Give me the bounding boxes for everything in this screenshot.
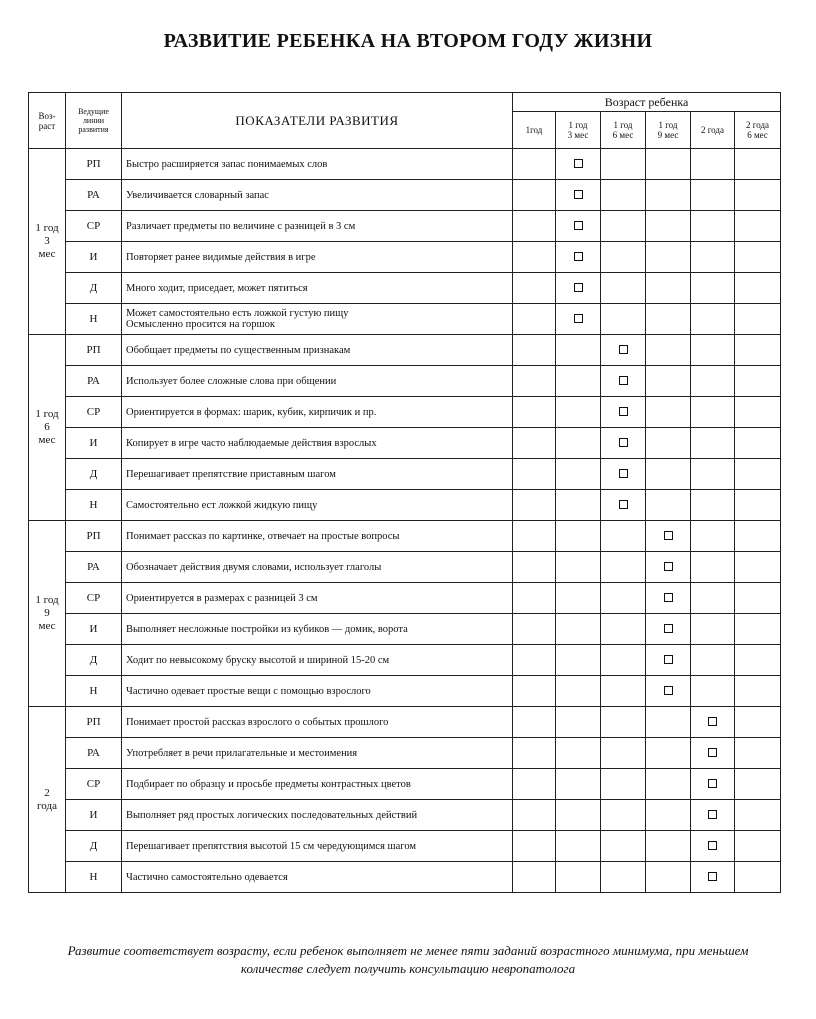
age-cell [646,583,691,614]
age-cell [646,428,691,459]
indicator-text: Перешагивает препятствие приставным шагом [122,459,513,490]
table-row [29,862,781,893]
checkbox[interactable] [619,469,628,478]
table-row [29,552,781,583]
age-cell [691,149,735,180]
age-cell [513,149,556,180]
age-cell [556,800,601,831]
age-cell [646,552,691,583]
age-cell [646,459,691,490]
age-cell [601,304,646,335]
table-row [29,583,781,614]
age-cell [735,707,781,738]
indicator-text: Может самостоятельно есть ложкой густую пищу Осмысленно просится на горшок [122,304,513,335]
age-cell [646,769,691,800]
development-line-code: Н [66,304,122,335]
age-cell [691,676,735,707]
age-column-5: 2 года 6 мес [735,112,781,149]
checkbox[interactable] [664,593,673,602]
indicator-text: Ориентируется в формах: шарик, кубик, кирпичик и пр. [122,397,513,428]
age-cell [735,769,781,800]
indicator-text: Самостоятельно ест ложкой жидкую пищу [122,490,513,521]
indicator-text: Выполняет несложные постройки из кубиков — домик, ворота [122,614,513,645]
age-cell [601,366,646,397]
age-cell [735,397,781,428]
age-cell [735,645,781,676]
table-row [29,490,781,521]
age-cell [556,614,601,645]
age-cell [691,180,735,211]
table-row [29,211,781,242]
development-line-code: РП [66,149,122,180]
age-cell [601,862,646,893]
age-cell [691,366,735,397]
age-cell [513,800,556,831]
table-row [29,242,781,273]
table-row [29,521,781,552]
age-cell [601,707,646,738]
indicator-text: Ориентируется в размерах с разницей 3 см [122,583,513,614]
table-row [29,304,781,335]
indicator-text: Перешагивает препятствия высотой 15 см чередующимся шагом [122,831,513,862]
age-cell [691,707,735,738]
age-column-2: 1 год 6 мес [601,112,646,149]
age-column-3: 1 год 9 мес [646,112,691,149]
indicator-text: Увеличивается словарный запас [122,180,513,211]
checkbox[interactable] [574,190,583,199]
age-cell [556,862,601,893]
age-cell [513,211,556,242]
development-line-code: Д [66,273,122,304]
indicator-text: Частично одевает простые вещи с помощью взрослого [122,676,513,707]
development-line-code: Н [66,676,122,707]
age-cell [735,676,781,707]
age-cell [556,335,601,366]
age-cell [691,490,735,521]
development-line-code: СР [66,211,122,242]
age-cell [646,335,691,366]
development-line-code: Д [66,459,122,490]
age-cell [601,428,646,459]
age-cell [735,521,781,552]
table-row [29,800,781,831]
age-cell [646,366,691,397]
checkbox[interactable] [708,872,717,881]
age-cell [513,459,556,490]
age-cell [691,738,735,769]
indicator-text: Копирует в игре часто наблюдаемые действия взрослых [122,428,513,459]
indicator-text: Подбирает по образцу и просьбе предметы контрастных цветов [122,769,513,800]
age-cell [601,645,646,676]
checkbox[interactable] [664,562,673,571]
age-cell [646,800,691,831]
indicator-text: Обозначает действия двумя словами, использует глаголы [122,552,513,583]
indicator-text: Различает предметы по величине с разницей в 3 см [122,211,513,242]
age-cell [556,242,601,273]
indicator-text: Быстро расширяется запас понимаемых слов [122,149,513,180]
checkbox[interactable] [708,748,717,757]
development-line-code: РП [66,521,122,552]
age-cell [691,397,735,428]
table-row [29,831,781,862]
age-cell [601,149,646,180]
age-cell [735,273,781,304]
age-cell [513,490,556,521]
age-cell [735,583,781,614]
age-column-0: 1год [513,112,556,149]
table-row [29,397,781,428]
age-cell [691,614,735,645]
age-cell [691,211,735,242]
checkbox[interactable] [664,686,673,695]
indicators-column-header: ПОКАЗАТЕЛИ РАЗВИТИЯ [122,93,513,149]
age-cell [691,583,735,614]
table-row [29,614,781,645]
checkbox[interactable] [664,531,673,540]
table-row [29,180,781,211]
development-table [28,92,781,893]
age-cell [601,738,646,769]
age-cell [735,614,781,645]
age-cell [513,521,556,552]
age-cell [646,149,691,180]
table-row [29,149,781,180]
age-cell [735,242,781,273]
table-row [29,707,781,738]
age-cell [691,273,735,304]
footer-note: Развитие соответствует возрасту, если ребенок выполняет не менее пяти заданий возрастного минимума, при меньшем количестве следует получить консультацию невропатолога [67,943,749,976]
development-line-code: РА [66,552,122,583]
checkbox[interactable] [619,407,628,416]
checkbox[interactable] [574,314,583,323]
table-row [29,769,781,800]
checkbox[interactable] [574,283,583,292]
checkbox[interactable] [664,655,673,664]
age-cell [646,273,691,304]
age-cell [513,397,556,428]
age-cell [513,583,556,614]
checkbox[interactable] [619,376,628,385]
age-cell [646,211,691,242]
age-cell [601,831,646,862]
age-cell [735,211,781,242]
indicator-text: Обобщает предметы по существенным признакам [122,335,513,366]
checkbox[interactable] [574,221,583,230]
checkbox[interactable] [574,252,583,261]
development-line-code: РП [66,707,122,738]
age-cell [646,862,691,893]
indicator-text: Повторяет ранее видимые действия в игре [122,242,513,273]
age-cell [646,707,691,738]
age-cell [646,304,691,335]
age-cell [601,397,646,428]
age-column-4: 2 года [691,112,735,149]
lines-column-header: Ведущие линии развития [66,93,122,149]
age-cell [691,304,735,335]
age-cell [735,304,781,335]
age-cell [646,738,691,769]
checkbox[interactable] [574,159,583,168]
age-cell [735,800,781,831]
age-cell [735,738,781,769]
child-age-header: Возраст ребенка [513,93,781,112]
indicator-text: Выполняет ряд простых логических последовательных действий [122,800,513,831]
development-line-code: И [66,614,122,645]
age-cell [735,459,781,490]
age-cell [601,242,646,273]
age-group-label: 1 год 6 мес [29,335,66,521]
table-row [29,676,781,707]
checkbox[interactable] [708,717,717,726]
age-cell [601,614,646,645]
age-cell [735,831,781,862]
age-cell [513,335,556,366]
indicator-text: Понимает простой рассказ взрослого о событых прошлого [122,707,513,738]
age-cell [646,397,691,428]
age-cell [735,180,781,211]
checkbox[interactable] [708,810,717,819]
age-group-label: 2 года [29,707,66,893]
age-cell [556,490,601,521]
age-cell [556,552,601,583]
page-title: РАЗВИТИЕ РЕБЕНКА НА ВТОРОМ ГОДУ ЖИЗНИ [163,30,653,52]
age-cell [556,211,601,242]
age-cell [646,242,691,273]
age-cell [691,459,735,490]
age-cell [513,676,556,707]
table-row [29,738,781,769]
age-cell [691,552,735,583]
age-cell [646,614,691,645]
age-cell [556,180,601,211]
development-line-code: И [66,428,122,459]
table-row [29,459,781,490]
age-cell [556,273,601,304]
indicator-text: Много ходит, приседает, может пятиться [122,273,513,304]
age-cell [691,862,735,893]
age-cell [601,211,646,242]
age-cell [556,676,601,707]
development-line-code: Н [66,862,122,893]
age-cell [646,490,691,521]
checkbox[interactable] [619,438,628,447]
age-cell [735,490,781,521]
age-cell [556,366,601,397]
development-line-code: РА [66,180,122,211]
age-cell [513,242,556,273]
age-cell [646,676,691,707]
age-cell [556,769,601,800]
age-cell [556,521,601,552]
age-cell [556,738,601,769]
table-row [29,366,781,397]
age-cell [513,552,556,583]
age-cell [513,738,556,769]
age-cell [556,459,601,490]
age-cell [601,676,646,707]
checkbox[interactable] [619,500,628,509]
table-row [29,335,781,366]
age-group-label: 1 год 3 мес [29,149,66,335]
age-cell [513,645,556,676]
table-row [29,273,781,304]
age-cell [601,552,646,583]
age-group-label: 1 год 9 мес [29,521,66,707]
age-cell [691,428,735,459]
age-cell [556,831,601,862]
age-cell [556,645,601,676]
age-cell [691,242,735,273]
checkbox[interactable] [708,841,717,850]
age-cell [601,459,646,490]
checkbox[interactable] [664,624,673,633]
age-cell [513,304,556,335]
age-cell [646,831,691,862]
development-line-code: Д [66,645,122,676]
age-column-header: Воз- раст [29,93,66,149]
age-cell [646,180,691,211]
development-line-code: РА [66,366,122,397]
indicator-text: Использует более сложные слова при общении [122,366,513,397]
indicator-text: Частично самостоятельно одевается [122,862,513,893]
age-cell [691,335,735,366]
indicator-text: Употребляет в речи прилагательные и местоимения [122,738,513,769]
checkbox[interactable] [619,345,628,354]
indicator-text: Понимает рассказ по картинке, отвечает на простые вопросы [122,521,513,552]
age-cell [601,769,646,800]
development-line-code: И [66,242,122,273]
age-cell [513,831,556,862]
age-column-1: 1 год 3 мес [556,112,601,149]
table-row [29,428,781,459]
development-line-code: И [66,800,122,831]
age-cell [513,428,556,459]
age-cell [646,521,691,552]
development-line-code: РА [66,738,122,769]
age-cell [556,304,601,335]
age-cell [691,831,735,862]
age-cell [513,366,556,397]
age-cell [556,149,601,180]
age-cell [691,521,735,552]
age-cell [513,273,556,304]
age-cell [735,149,781,180]
age-cell [691,645,735,676]
age-cell [513,614,556,645]
development-line-code: Н [66,490,122,521]
indicator-text: Ходит по невысокому бруску высотой и шириной 15-20 см [122,645,513,676]
age-cell [735,862,781,893]
development-line-code: СР [66,583,122,614]
checkbox[interactable] [708,779,717,788]
age-cell [601,335,646,366]
age-cell [556,583,601,614]
age-cell [556,428,601,459]
age-cell [556,707,601,738]
age-cell [735,428,781,459]
development-line-code: СР [66,769,122,800]
age-cell [513,862,556,893]
age-cell [513,707,556,738]
age-cell [601,800,646,831]
development-line-code: Д [66,831,122,862]
age-cell [513,180,556,211]
age-cell [735,335,781,366]
development-line-code: СР [66,397,122,428]
age-cell [556,397,601,428]
age-cell [735,366,781,397]
age-cell [601,490,646,521]
table-row [29,645,781,676]
age-cell [691,800,735,831]
age-cell [601,521,646,552]
age-cell [601,583,646,614]
age-cell [735,552,781,583]
age-cell [691,769,735,800]
age-cell [513,769,556,800]
age-cell [601,273,646,304]
age-cell [601,180,646,211]
development-line-code: РП [66,335,122,366]
age-cell [646,645,691,676]
